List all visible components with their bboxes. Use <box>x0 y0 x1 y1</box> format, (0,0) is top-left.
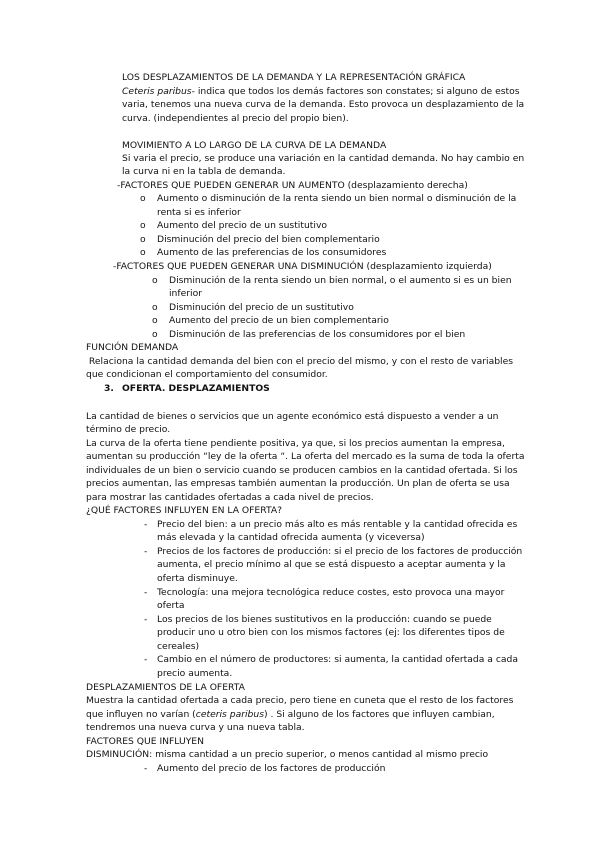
decrease-definition-line: DISMINUCIÓN: misma cantidad a un precio superior, o menos cantidad al mismo precio <box>86 749 489 760</box>
list-item: Disminución del precio del bien complementario <box>157 234 380 245</box>
dash-marker: - <box>144 614 148 625</box>
paragraph-line: curva. (independientes al precio del propio bien). <box>122 113 349 124</box>
paragraph-line: La cantidad de bienes o servicios que un agente económico está dispuesto a vender a un <box>86 411 499 422</box>
increase-factors-heading: -FACTORES QUE PUEDEN GENERAR UN AUMENTO (desplazamiento derecha) <box>117 180 468 191</box>
paragraph-line: individuales de un bien o servicio cuando se producen cambios en la cantidad ofertada. Si los <box>86 465 518 476</box>
list-item-continuation: oferta disminuye. <box>157 573 238 584</box>
list-item-continuation: cereales) <box>157 641 200 652</box>
list-item-continuation: oferta <box>157 600 185 611</box>
paragraph-line: tendremos una nueva curva y una nueva tabla. <box>86 722 305 733</box>
influencing-factors-heading: FACTORES QUE INFLUYEN <box>86 736 204 747</box>
paragraph-line: Muestra la cantidad ofertada a cada precio, pero tiene en cuneta que el resto de los factores <box>86 695 514 706</box>
paragraph-line: la curva ni en la tabla de demanda. <box>122 166 286 177</box>
demand-shifts-title: LOS DESPLAZAMIENTOS DE LA DEMANDA Y LA REPRESENTACIÓN GRÁFICA <box>122 72 466 83</box>
paragraph-line: precios aumentan, las empresas también aumentan la producción. Un plan de oferta se usa <box>86 478 510 489</box>
dash-marker: - <box>144 587 148 598</box>
dash-marker: - <box>144 654 148 665</box>
paragraph-line: aumentan su producción “ley de la oferta “. La oferta del mercado es la suma de toda la oferta <box>86 451 525 462</box>
movement-along-curve-title: MOVIMIENTO A LO LARGO DE LA CURVA DE LA DEMANDA <box>122 140 387 151</box>
text-run: ) . Si alguno de los factores que influyen cambian, <box>264 709 495 720</box>
dash-marker: - <box>144 763 148 774</box>
bullet-marker: o <box>140 234 146 245</box>
decrease-factors-heading: -FACTORES QUE PUEDEN GENERAR UNA DISMINUCIÓN (desplazamiento izquierda) <box>113 261 492 272</box>
paragraph-line: término de precio. <box>86 424 171 435</box>
list-item-continuation: aumenta, el precio mínimo al que se está dispuesto a aceptar aumenta y la <box>157 559 506 570</box>
list-item: Tecnología: una mejora tecnológica reduce costes, esto provoca una mayor <box>157 587 505 598</box>
paragraph-line: varia, tenemos una nueva curva de la demanda. Esto provoca un desplazamiento de la <box>122 99 525 110</box>
list-item: Disminución de la renta siendo un bien normal, o el aumento si es un bien <box>169 275 512 286</box>
list-item: Disminución del precio de un sustitutivo <box>169 302 354 313</box>
ceteris-paribus-term: ceteris paribus <box>195 709 264 720</box>
list-item: Aumento de las preferencias de los consumidores <box>157 247 387 258</box>
section-number: 3. <box>104 383 114 394</box>
bullet-marker: o <box>152 275 158 286</box>
supply-section-title: OFERTA. DESPLAZAMIENTOS <box>122 383 270 394</box>
list-item: Cambio en el número de productores: si aumenta, la cantidad ofertada a cada <box>157 654 518 665</box>
ceteris-paribus-definition: - indica que todos los demás factores son constates; si alguno de estos <box>191 86 520 97</box>
list-item: Aumento o disminución de la renta siendo un bien normal o disminución de la <box>157 193 517 204</box>
supply-shifts-title: DESPLAZAMIENTOS DE LA OFERTA <box>86 682 245 693</box>
bullet-marker: o <box>140 220 146 231</box>
list-item: Precios de los factores de producción: si el precio de los factores de producción <box>157 546 523 557</box>
list-item: Aumento del precio de un sustitutivo <box>157 220 327 231</box>
list-item: Los precios de los bienes sustitutivos en la producción: cuando se puede <box>157 614 492 625</box>
bullet-marker: o <box>152 329 158 340</box>
paragraph-line: para mostrar las cantidades ofertadas a cada nivel de precios. <box>86 492 374 503</box>
paragraph-line: Si varia el precio, se produce una variación en la cantidad demanda. No hay cambio en <box>122 153 525 164</box>
list-item-continuation: producir uno u otro bien con los mismos factores (ej: los diferentes tipos de <box>157 627 505 638</box>
text-run: que influyen no varían ( <box>86 709 196 720</box>
list-item: Aumento del precio de los factores de producción <box>157 763 386 774</box>
demand-function-title: FUNCIÓN DEMANDA <box>86 342 179 353</box>
dash-marker: - <box>144 519 148 530</box>
dash-marker: - <box>144 546 148 557</box>
list-item-continuation: inferior <box>169 288 202 299</box>
ceteris-paribus-line <box>86 709 495 721</box>
supply-factors-question: ¿QUÉ FACTORES INFLUYEN EN LA OFERTA? <box>86 505 283 516</box>
list-item: Precio del bien: a un precio más alto es más rentable y la cantidad ofrecida es <box>157 519 518 530</box>
bullet-marker: o <box>152 315 158 326</box>
bullet-marker: o <box>152 302 158 313</box>
list-item: Aumento del precio de un bien complementario <box>169 315 389 326</box>
list-item-continuation: renta si es inferior <box>157 207 241 218</box>
list-item: Disminución de las preferencias de los consumidores por el bien <box>169 329 466 340</box>
paragraph-line: que condicionan el comportamiento del consumidor. <box>86 369 328 380</box>
bullet-marker: o <box>140 247 146 258</box>
paragraph-line: Relaciona la cantidad demanda del bien con el precio del mismo, y con el resto de variables <box>86 356 514 367</box>
bullet-marker: o <box>140 193 146 204</box>
ceteris-paribus-term: Ceteris paribus <box>122 86 192 97</box>
list-item-continuation: precio aumenta. <box>157 668 233 679</box>
paragraph-line: La curva de la oferta tiene pendiente positiva, ya que, si los precios aumentan la empresa, <box>86 438 505 449</box>
ceteris-paribus-line <box>122 86 520 98</box>
list-item-continuation: más elevada y la cantidad ofrecida aumenta (y viceversa) <box>157 532 425 543</box>
